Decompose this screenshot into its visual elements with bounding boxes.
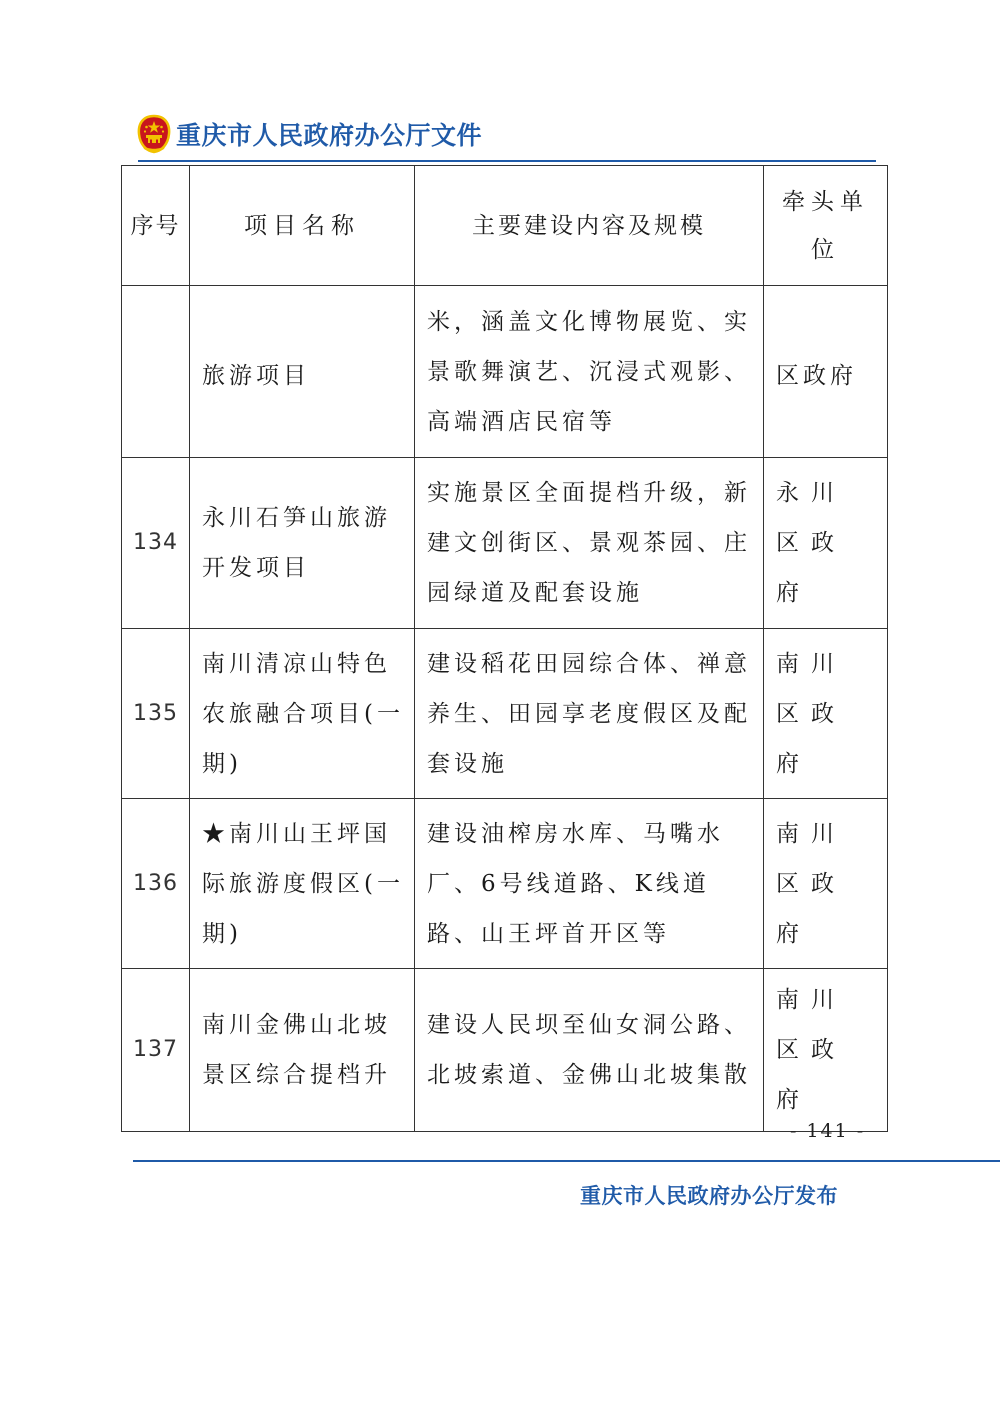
row-no: 137	[122, 969, 190, 1132]
document-header	[136, 112, 876, 162]
row-no: 136	[122, 799, 190, 969]
row-content: 米，涵盖文化博物展览、实景歌舞演艺、沉浸式观影、高端酒店民宿等	[415, 286, 764, 458]
table-header-row	[122, 166, 888, 286]
row-name: 旅游项目	[190, 286, 415, 458]
table-row	[122, 458, 888, 629]
row-no: 134	[122, 458, 190, 629]
national-emblem-icon	[136, 114, 172, 154]
table-row	[122, 629, 888, 799]
row-unit: 永川区政府	[764, 458, 888, 629]
row-content: 建设油榨房水库、马嘴水厂、6号线道路、K线道路、山王坪首开区等	[415, 799, 764, 969]
table-row	[122, 286, 888, 458]
footer-divider	[133, 1160, 1000, 1162]
row-unit: 南川区政府	[764, 799, 888, 969]
row-no: 135	[122, 629, 190, 799]
table-row	[122, 969, 888, 1132]
project-table	[121, 165, 888, 1132]
header-divider	[138, 160, 876, 162]
header-no: 序号	[122, 166, 190, 286]
header-name: 项目名称	[190, 166, 415, 286]
row-name: 南川清凉山特色农旅融合项目(一期)	[190, 629, 415, 799]
row-content: 建设稻花田园综合体、禅意养生、田园享老度假区及配套设施	[415, 629, 764, 799]
row-name: 永川石笋山旅游开发项目	[190, 458, 415, 629]
table-row	[122, 799, 888, 969]
row-name: ★南川山王坪国际旅游度假区(一期)	[190, 799, 415, 969]
row-content: 建设人民坝至仙女洞公路、北坡索道、金佛山北坡集散	[415, 969, 764, 1132]
row-unit: 区政府	[764, 286, 888, 458]
header-unit: 牵头单位	[764, 166, 888, 286]
row-unit: 南川区政府	[764, 969, 888, 1132]
header-title: 重庆市人民政府办公厅文件	[176, 121, 483, 150]
header-content: 主要建设内容及规模	[415, 166, 764, 286]
row-no	[122, 286, 190, 458]
page-number: - 141 -	[790, 1120, 866, 1142]
row-content: 实施景区全面提档升级，新建文创街区、景观茶园、庄园绿道及配套设施	[415, 458, 764, 629]
row-unit: 南川区政府	[764, 629, 888, 799]
footer-publisher: 重庆市人民政府办公厅发布	[580, 1183, 838, 1208]
row-name: 南川金佛山北坡景区综合提档升	[190, 969, 415, 1132]
